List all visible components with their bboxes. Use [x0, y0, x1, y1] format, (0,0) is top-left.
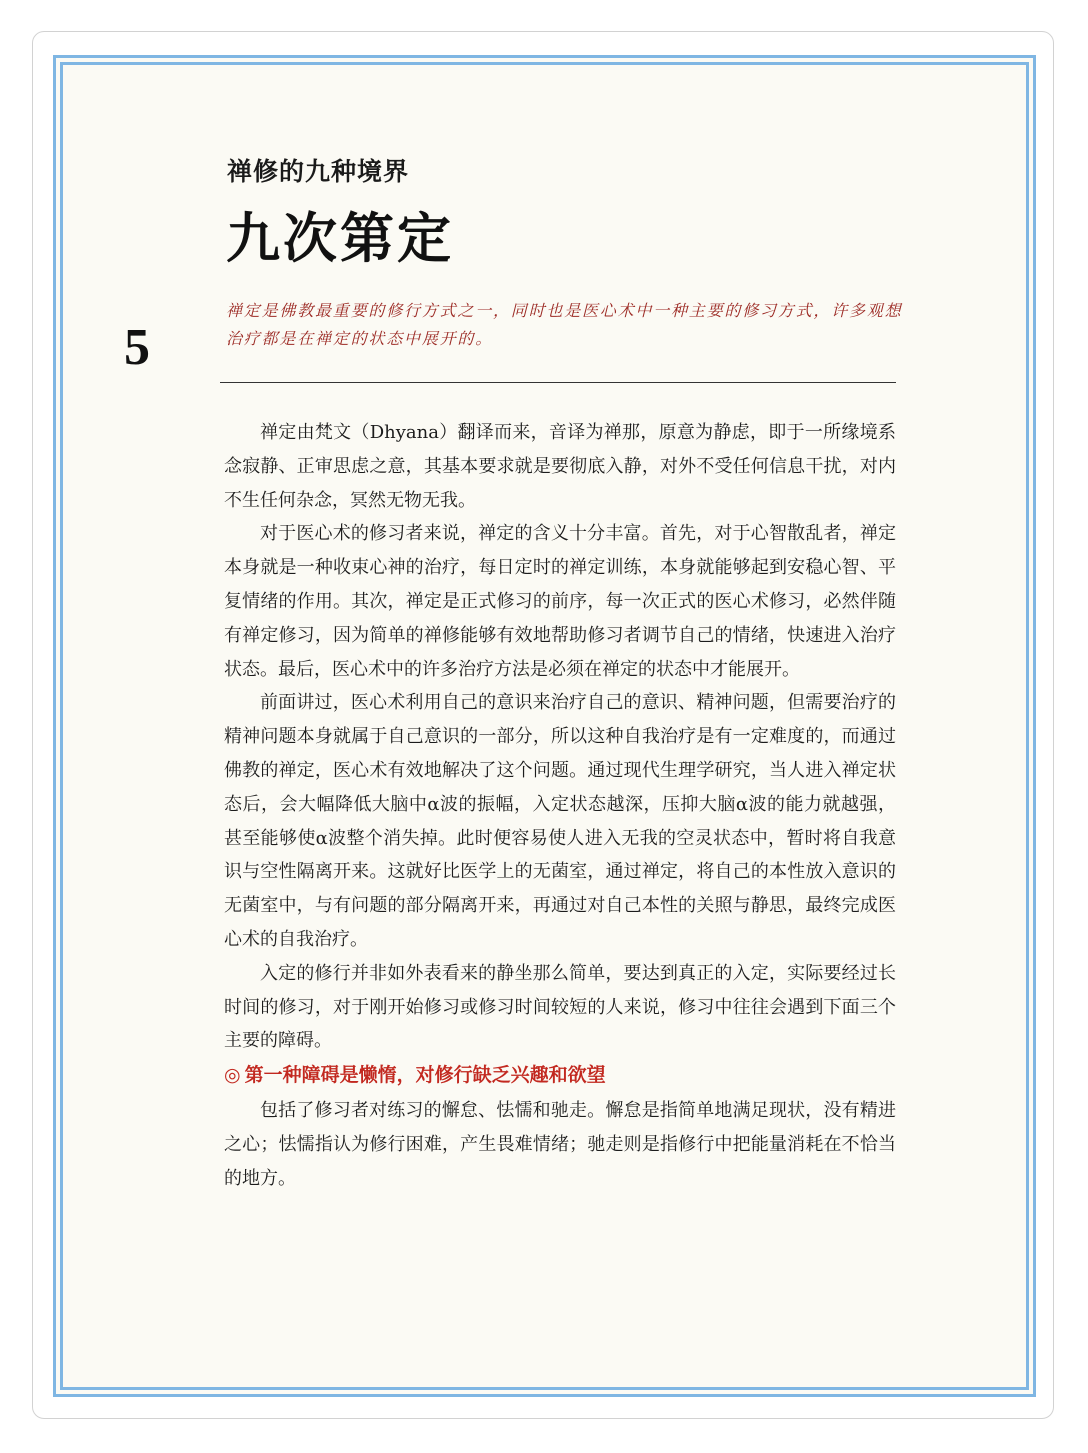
- paragraph: 禅定由梵文（Dhyana）翻译而来，音译为禅那，原意为静虑，即于一所缘境系念寂静、正审思虑之意，其基本要求就是要彻底入静，对外不受任何信息干扰，对内不生任何杂念，冥然无物无我。: [224, 422, 896, 511]
- section-heading-text: 第一种障碍是懒惰，对修行缺乏兴趣和欲望: [244, 1064, 606, 1087]
- page-title: 九次第定: [226, 206, 454, 270]
- paragraph: 入定的修行并非如外表看来的静坐那么简单，要达到真正的入定，实际要经过长时间的修习，对于刚开始修习或修习时间较短的人来说，修习中往往会遇到下面三个主要的障碍。: [224, 962, 896, 1052]
- paragraph: 包括了修习者对练习的懈怠、怯懦和驰走。懈怠是指简单地满足现状，没有精进之心；怯懦指认为修行困难，产生畏难情绪；驰走则是指修行中把能量消耗在不恰当的地方。: [224, 1100, 896, 1189]
- page-subtitle: 禅修的九种境界: [227, 157, 410, 186]
- body-text: [224, 416, 896, 1196]
- paragraph: 对于医心术的修习者来说，禅定的含义十分丰富。首先，对于心智散乱者，禅定本身就是一种收束心神的治疗，每日定时的禅定训练，本身就能够起到安稳心智、平复情绪的作用。其次，禅定是正式修习的前序，每一次正式的医心术修习，必然伴随有禅定修习，因为简单的禅修能够有效地帮助修习者调节自己的情绪，快速进入治疗状态。最后，医心术中的许多治疗方法是必须在禅定的状态中才能展开。: [224, 523, 896, 680]
- paragraph: 前面讲过，医心术利用自己的意识来治疗自己的意识、精神问题，但需要治疗的精神问题本身就属于自己意识的一部分，所以这种自我治疗是有一定难度的，而通过佛教的禅定，医心术有效地解决了这个问题。通过现代生理学研究，当人进入禅定状态后，会大幅降低大脑中α波的振幅，入定状态越深，压抑大脑α波的能力就越强，甚至能够使α波整个消失掉。此时便容易使人进入无我的空灵状态中，暂时将自我意识与空性隔离开来。这就好比医学上的无菌室，通过禅定，将自己的本性放入意识的无菌室中，与有问题的部分隔离开来，再通过对自己本性的关照与静思，最终完成医心术的自我治疗。: [224, 692, 896, 950]
- divider-rule: [220, 382, 896, 383]
- section-heading: [224, 1058, 896, 1094]
- bullseye-icon: ◎: [224, 1064, 241, 1087]
- chapter-number: 5: [124, 319, 150, 376]
- chapter-intro: 禅定是佛教最重要的修行方式之一，同时也是医心术中一种主要的修习方式，许多观想治疗都是在禅定的状态中展开的。: [226, 301, 903, 348]
